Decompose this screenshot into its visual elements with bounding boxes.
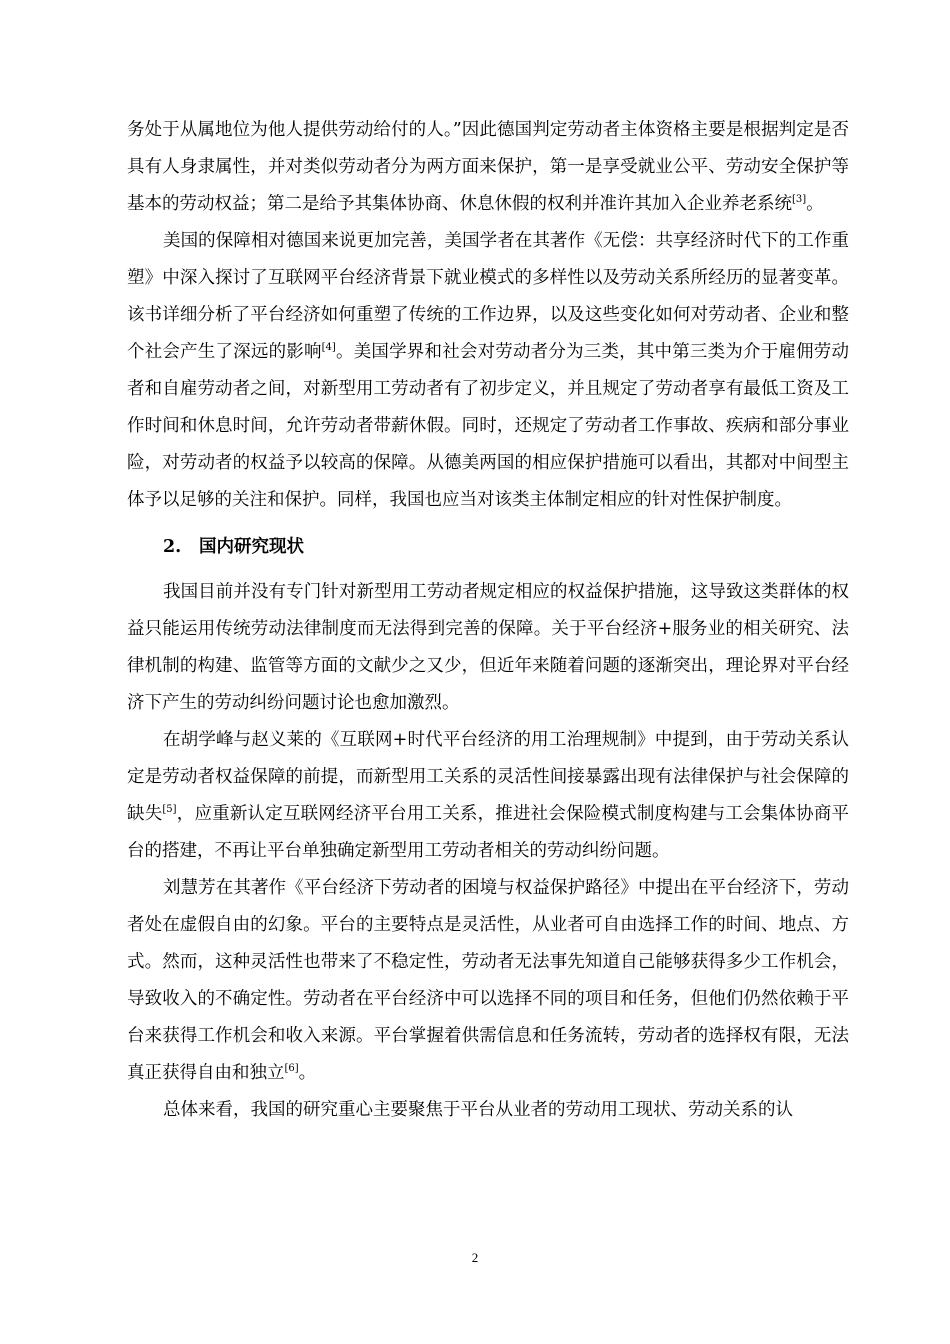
body-text	[127, 112, 849, 1129]
paragraph-hu-zhao: 在胡学峰与赵义莱的《互联网+时代平台经济的用工治理规制》中提到，由于劳动关系认定是劳动者权益保障的前提，而新型用工关系的灵活性间接暴露出现有法律保护与社会保障的缺失[5]，应重新认定互联网经济平台用工关系，推进社会保险模式制度构建与工会集体协商平台的搭建，不再让平台单独确定新型用工劳动者相关的劳动纠纷问题。	[127, 730, 850, 861]
page-number: 2	[471, 1250, 479, 1265]
paragraph-germany-continued: 务处于从属地位为他人提供劳动给付的人。”因此德国判定劳动者主体资格主要是根据判定是否具有人身隶属性，并对类似劳动者分为两方面来保护，第一是享受就业公平、劳动安全保护等基本的劳动权益；第二是给予其集体协商、休息休假的权利并准许其加入企业养老系统[3]。	[127, 120, 849, 214]
paragraph-liu: 刘慧芳在其著作《平台经济下劳动者的困境与权益保护路径》中提出在平台经济下，劳动者处在虚假自由的幻象。平台的主要特点是灵活性，从业者可自由选择工作的时间、地点、方式。然而，这种灵活性也带来了不稳定性，劳动者无法事先知道自己能够获得多少工作机会，导致收入的不确定性。劳动者在平台经济中可以选择不同的项目和任务，但他们仍然依赖于平台来获得工作机会和收入来源。平台掌握着供需信息和任务流转，劳动者的选择权有限，无法真正获得自由和独立[6]。	[127, 878, 849, 1083]
section-number: 2.	[163, 537, 182, 557]
paragraph-usa: 美国的保障相对德国来说更加完善，美国学者在其著作《无偿：共享经济时代下的工作重塑》中深入探讨了互联网平台经济背景下就业模式的多样性以及劳动关系所经历的显著变革。该书详细分析了平台经济如何重塑了传统的工作边界，以及这些变化如何对劳动者、企业和整个社会产生了深远的影响[4]。美国学界和社会对劳动者分为三类，其中第三类为介于雇佣劳动者和自雇劳动者之间，对新型用工劳动者有了初步定义，并且规定了劳动者享有最低工资及工作时间和休息时间，允许劳动者带薪休假。同时，还规定了劳动者工作事故、疾病和部分事业险，对劳动者的权益予以较高的保障。从德美两国的相应保护措施可以看出，其都对中间型主体予以足够的关注和保护。同样，我国也应当对该类主体制定相应的针对性保护制度。	[127, 231, 850, 510]
citation-5[interactable]: [5]	[162, 804, 177, 816]
paragraph-summary: 总体来看，我国的研究重心主要聚焦于平台从业者的劳动用工现状、劳动关系的认	[163, 1100, 793, 1120]
citation-6[interactable]: [6]	[284, 1063, 299, 1075]
paragraph-domestic-overview: 我国目前并没有专门针对新型用工劳动者规定相应的权益保护措施，这导致这类群体的权益只能运用传统劳动法律制度而无法得到完善的保障。关于平台经济+服务业的相关研究、法律机制的构建、监管等方面的文献少之又少，但近年来随着问题的逐渐突出，理论界对平台经济下产生的劳动纠纷问题讨论也愈加激烈。	[127, 582, 849, 713]
citation-4[interactable]: [4]	[321, 342, 336, 354]
citation-3[interactable]: [3]	[792, 194, 807, 206]
section-title: 国内研究现状	[199, 537, 304, 557]
section-heading	[127, 529, 849, 566]
